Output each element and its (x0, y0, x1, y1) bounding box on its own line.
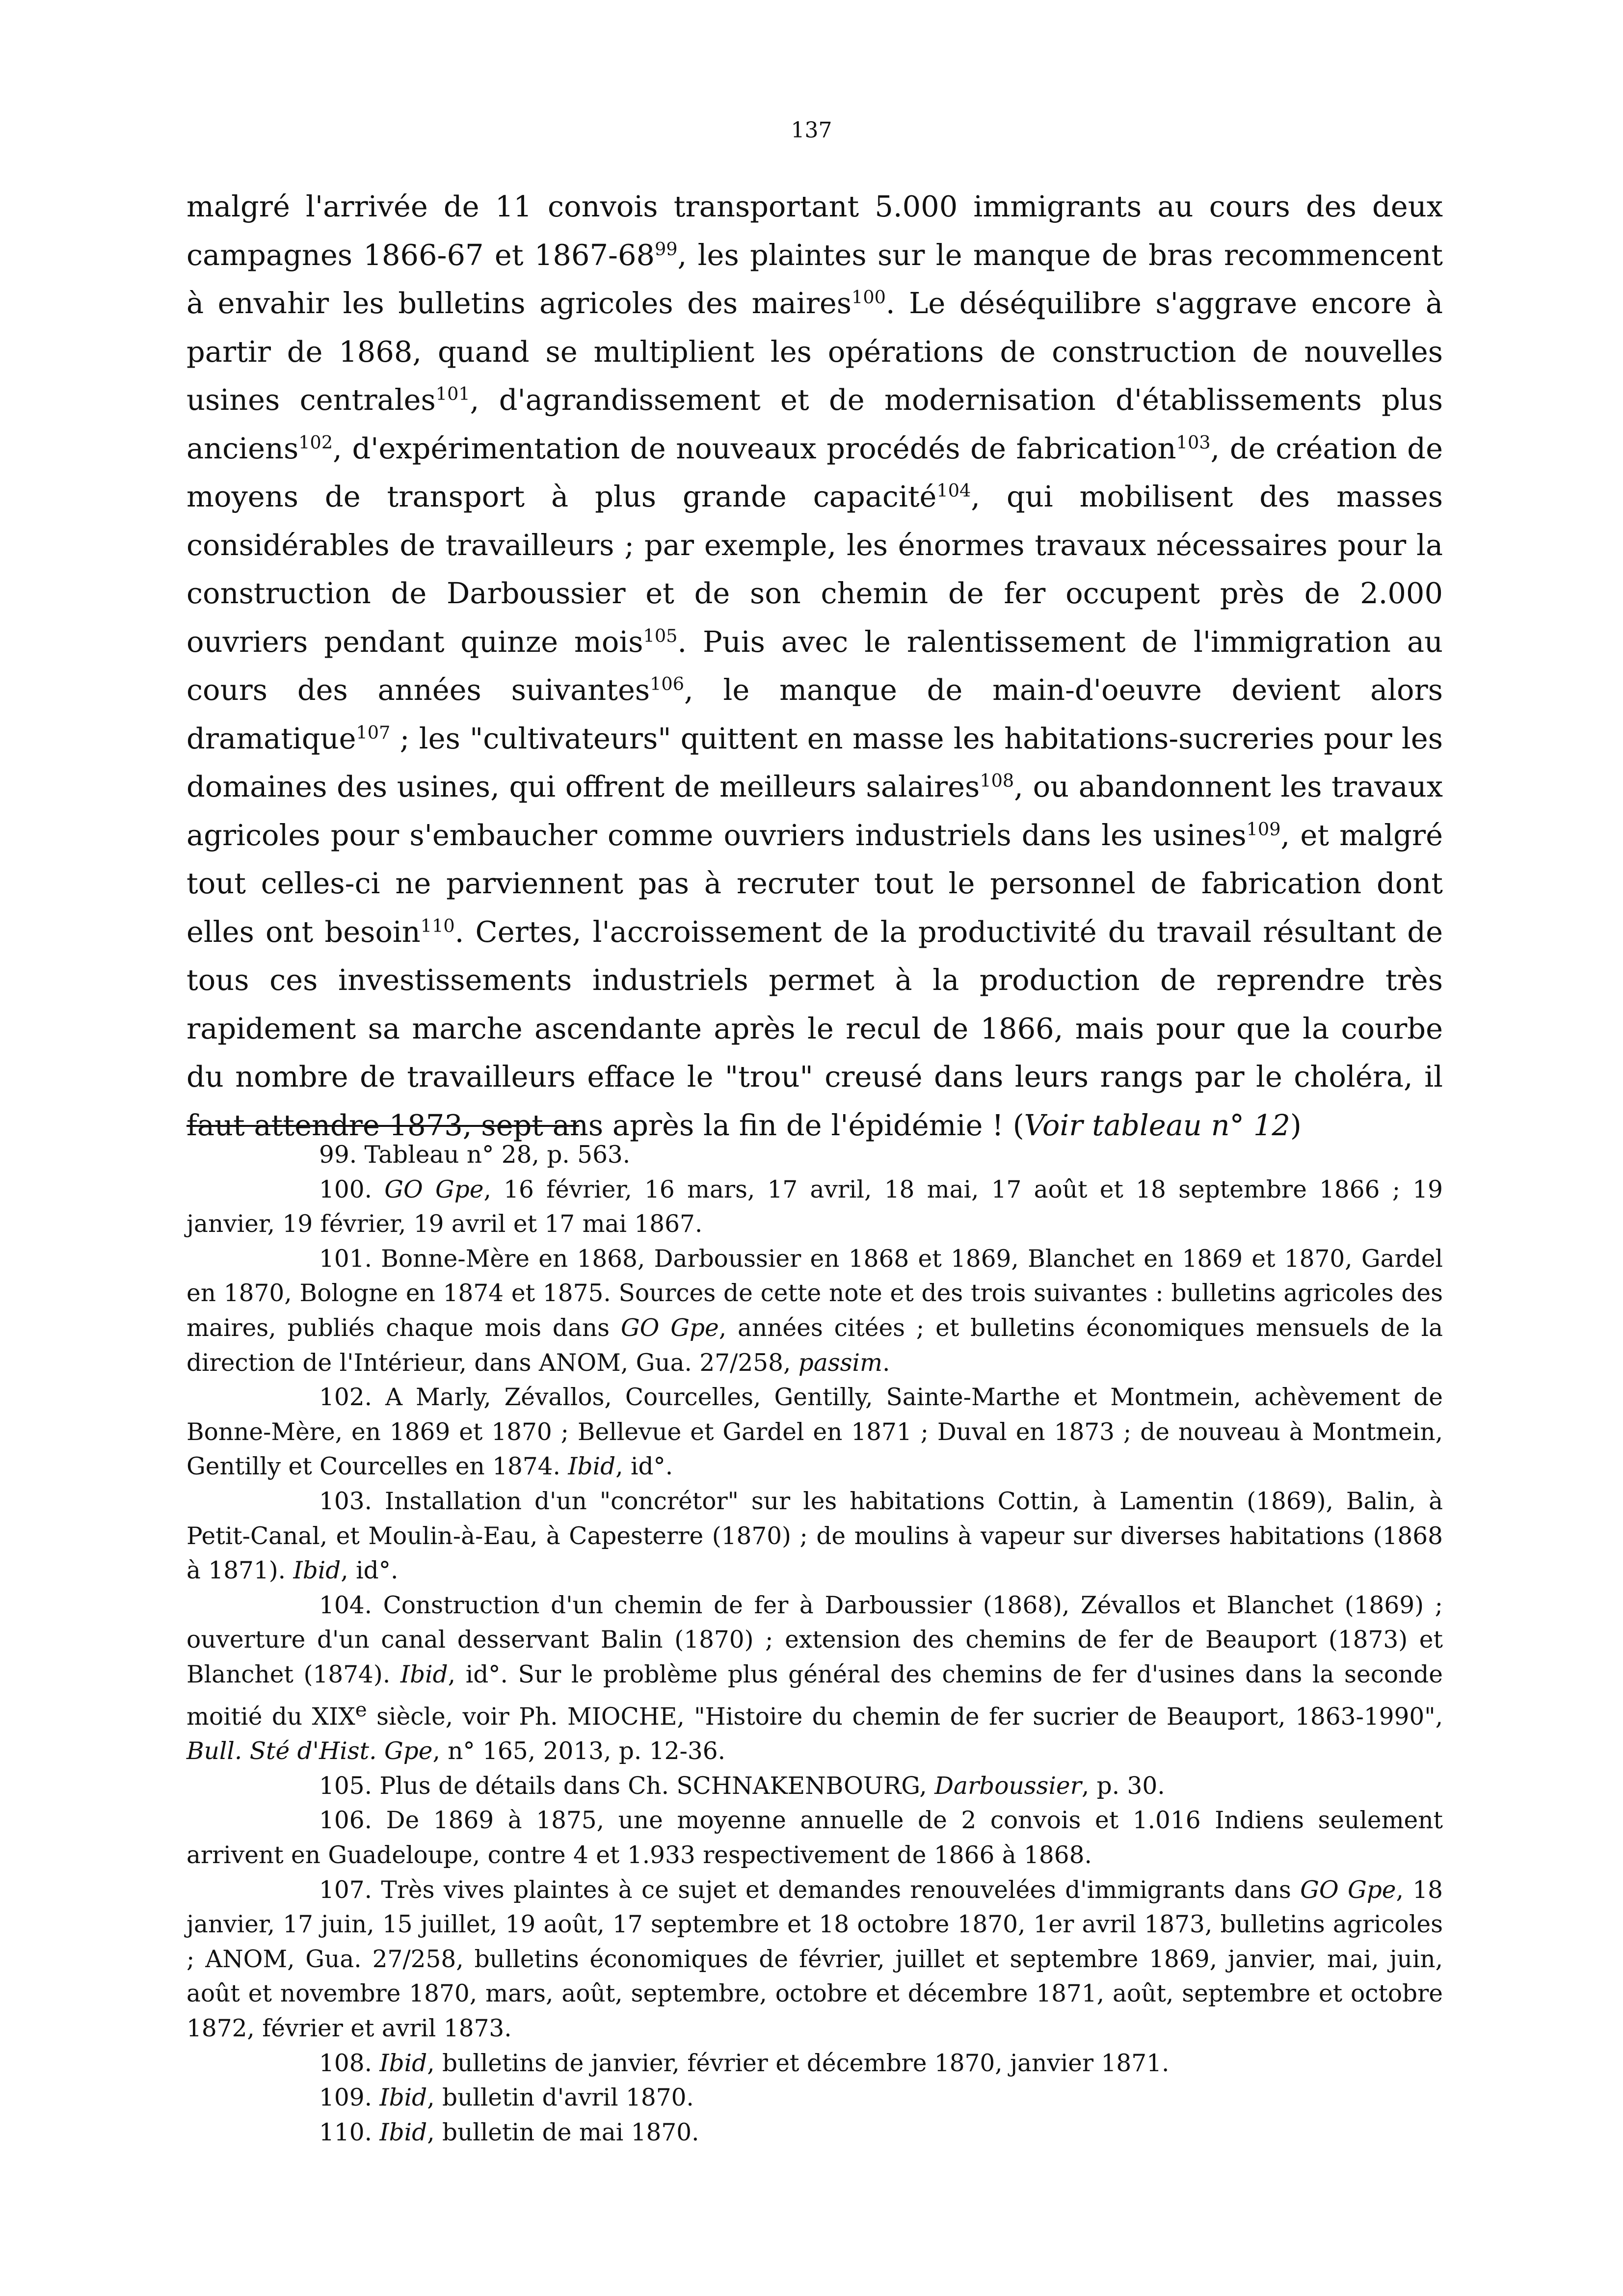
text-segment: . (882, 1349, 890, 1377)
text-segment: Plus de détails dans Ch. SCHNAKENBOURG, (372, 1772, 935, 1800)
text-segment: , années citées ; et bulletins économiques mensuels de la direction de l'Intérieur, dans ANOM, Gua. 27/258, (186, 1314, 1443, 1377)
footnote-reference: 100 (851, 286, 886, 308)
footnote-reference: 101 (435, 383, 470, 404)
text-segment: , bulletin d'avril 1870. (427, 2084, 694, 2112)
text-segment: Tableau n° 28, p. 563. (357, 1141, 631, 1169)
text-segment: , d'expérimentation de nouveaux procédés de fabrication (333, 431, 1176, 465)
italic-text: Bull. Sté d'Hist. Gpe (186, 1737, 433, 1765)
footnote-number: 103. (319, 1487, 372, 1515)
footnote-item (186, 1484, 1443, 1588)
footnote-number: 104. (319, 1591, 372, 1619)
footnote-reference: 107 (356, 721, 391, 743)
footnote-item (186, 1769, 1443, 1804)
text-segment: siècle, voir Ph. MIOCHE, "Histoire du chemin de fer sucrier de Beauport, 1863-1990", (367, 1703, 1443, 1731)
body-paragraph (186, 183, 1443, 1149)
text-segment: Construction d'un chemin de fer à Darboussier (1868), Zévallos et Blanchet (1869) ; ouverture d'un canal desservant Balin (1870) ; extension des chemins de fer de Beauport (1873) et Blanchet (1874). (186, 1591, 1443, 1688)
text-segment: , le manque de main-d'oeuvre devient alors dramatique (186, 673, 1443, 755)
italic-text: Ibid (372, 2084, 427, 2112)
footnote-number: 101. (319, 1245, 372, 1273)
italic-text: Ibid (400, 1660, 448, 1688)
footnote-item (186, 2046, 1443, 2081)
text-segment: , les plaintes sur le manque de bras recommencent à envahir les bulletins agricoles des maires (186, 238, 1443, 320)
footnote-item (186, 2081, 1443, 2115)
footnote-number: 106. (319, 1807, 372, 1835)
footnote-reference: 105 (643, 625, 678, 646)
text-segment: , 16 février, 16 mars, 17 avril, 18 mai, 17 août et 18 septembre 1866 ; 19 janvier, 19 février, 19 avril et 17 mai 1867. (186, 1175, 1443, 1238)
footnote-reference: 108 (980, 770, 1014, 791)
footnote-reference: 104 (936, 480, 971, 501)
footnote-reference: 99 (655, 238, 678, 260)
footnote-reference: 102 (298, 431, 333, 453)
footnote-number: 102. (319, 1384, 372, 1412)
page-number: 137 (791, 118, 832, 143)
footnote-number: 110. (319, 2118, 372, 2146)
footnote-item (186, 2115, 1443, 2150)
footnote-item (186, 1803, 1443, 1872)
text-segment: , n° 165, 2013, p. 12-36. (432, 1737, 725, 1765)
text-segment: A Marly, Zévallos, Courcelles, Gentilly, Sainte-Marthe et Montmein, achèvement de Bonne-Mère, en 1869 et 1870 ; Bellevue et Gardel en 1871 ; Duval en 1873 ; de nouveau à Montmein, Gentilly et Courcelles en 1874. (186, 1384, 1443, 1481)
footnote-number: 109. (319, 2084, 372, 2112)
text-segment: ; les "cultivateurs" quittent en masse les habitations-sucreries pour les domaines des usines, qui offrent de meilleurs salaires (186, 721, 1443, 803)
italic-text: GO Gpe (620, 1314, 719, 1342)
text-segment: . Puis avec le ralentissement de l'immigration au cours des années suivantes (186, 624, 1443, 707)
italic-text: Voir tableau n° 12 (1024, 1108, 1290, 1142)
text-segment: , id°. (341, 1557, 399, 1585)
text-segment: , bulletins de janvier, février et décembre 1870, janvier 1871. (427, 2049, 1170, 2077)
footnote-reference: 103 (1176, 431, 1211, 453)
text-segment: Bonne-Mère en 1868, Darboussier en 1868 et 1869, Blanchet en 1869 et 1870, Gardel en 1870, Bologne en 1874 et 1875. Sources de cette note et des trois suivantes : bulletins agricoles des maires, publiés chaque mois dans (186, 1245, 1443, 1342)
footnote-item (186, 1173, 1443, 1242)
italic-text: GO Gpe (1300, 1876, 1396, 1904)
italic-text: Ibid (293, 1557, 341, 1585)
text-segment: , id°. Sur le problème plus général des chemins de fer d'usines dans la seconde moitié du XIX (186, 1660, 1443, 1731)
footnote-separator (186, 1125, 579, 1127)
text-segment: . Certes, l'accroissement de la productivité du travail résultant de tous ces investissements industriels permet à la production de reprendre très rapidement sa marche ascendante après le recul de 1866, mais pour que la courbe du nombre de travailleurs efface le "trou" creusé dans leurs rangs par le choléra, il faut attendre 1873, sept ans après la fin de l'épidémie ! ( (186, 914, 1443, 1142)
text-segment: , id°. (615, 1453, 673, 1481)
italic-text: Ibid (568, 1453, 616, 1481)
text-segment: , bulletin de mai 1870. (427, 2118, 699, 2146)
text-segment: . Le déséquilibre s'aggrave encore à partir de 1868, quand se multiplient les opérations de construction de nouvelles usines centrales (186, 286, 1443, 417)
footnote-item (186, 1873, 1443, 2046)
text-segment: , d'agrandissement et de modernisation d'établissements plus anciens (186, 383, 1443, 465)
text-segment: Installation d'un "concrétor" sur les habitations Cottin, à Lamentin (1869), Balin, à Petit-Canal, et Moulin-à-Eau, à Capesterre (1870) ; de moulins à vapeur sur diverses habitations (1868 à 1871). (186, 1487, 1443, 1585)
italic-text: Darboussier (934, 1772, 1082, 1800)
superscript: e (355, 1697, 367, 1721)
text-segment: , de création de moyens de transport à plus grande capacité (186, 431, 1443, 513)
italic-text: GO Gpe (372, 1175, 484, 1203)
italic-text: Ibid (372, 2118, 427, 2146)
text-segment: ) (1290, 1108, 1302, 1142)
text-segment: , p. 30. (1081, 1772, 1165, 1800)
text-segment: malgré l'arrivée de 11 convois transportant 5.000 immigrants au cours des deux campagnes 1866-67 et 1867-68 (186, 189, 1443, 272)
footnote-item (186, 1242, 1443, 1380)
footnote-number: 107. (319, 1876, 372, 1904)
italic-text: Ibid (372, 2049, 427, 2077)
text-segment: Très vives plaintes à ce sujet et demandes renouvelées d'immigrants dans (372, 1876, 1301, 1904)
italic-text: passim (798, 1349, 883, 1377)
footnote-number: 105. (319, 1772, 372, 1800)
footnotes (186, 1138, 1443, 2150)
footnote-item (186, 1138, 1443, 1173)
text-segment: De 1869 à 1875, une moyenne annuelle de 2 convois et 1.016 Indiens seulement arrivent en Guadeloupe, contre 4 et 1.933 respectivement de 1866 à 1868. (186, 1807, 1443, 1869)
footnote-reference: 106 (650, 673, 684, 694)
footnote-number: 99. (319, 1141, 357, 1169)
text-segment: , et malgré tout celles-ci ne parviennent pas à recruter tout le personnel de fabrication dont elles ont besoin (186, 818, 1443, 949)
footnote-reference: 110 (420, 915, 455, 936)
footnote-item (186, 1588, 1443, 1769)
text-segment: , qui mobilisent des masses considérables de travailleurs ; par exemple, les énormes travaux nécessaires pour la construction de Darboussier et de son chemin de fer occupent près de 2.000 ouvriers pendant quinze mois (186, 480, 1443, 659)
footnote-number: 100. (319, 1175, 372, 1203)
text-segment: , 18 janvier, 17 juin, 15 juillet, 19 août, 17 septembre et 18 octobre 1870, 1er avril 1873, bulletins agricoles ; ANOM, Gua. 27/258, bulletins économiques de février, juillet et septembre 1869, janvier, mai, juin, août et novembre 1870, mars, août, septembre, octobre et décembre 1871, août, septembre et octobre 1872, février et avril 1873. (186, 1876, 1443, 2042)
footnote-reference: 109 (1246, 818, 1281, 840)
footnote-number: 108. (319, 2049, 372, 2077)
text-segment: , ou abandonnent les travaux agricoles pour s'embaucher comme ouvriers industriels dans les usines (186, 770, 1443, 852)
footnote-item (186, 1380, 1443, 1484)
